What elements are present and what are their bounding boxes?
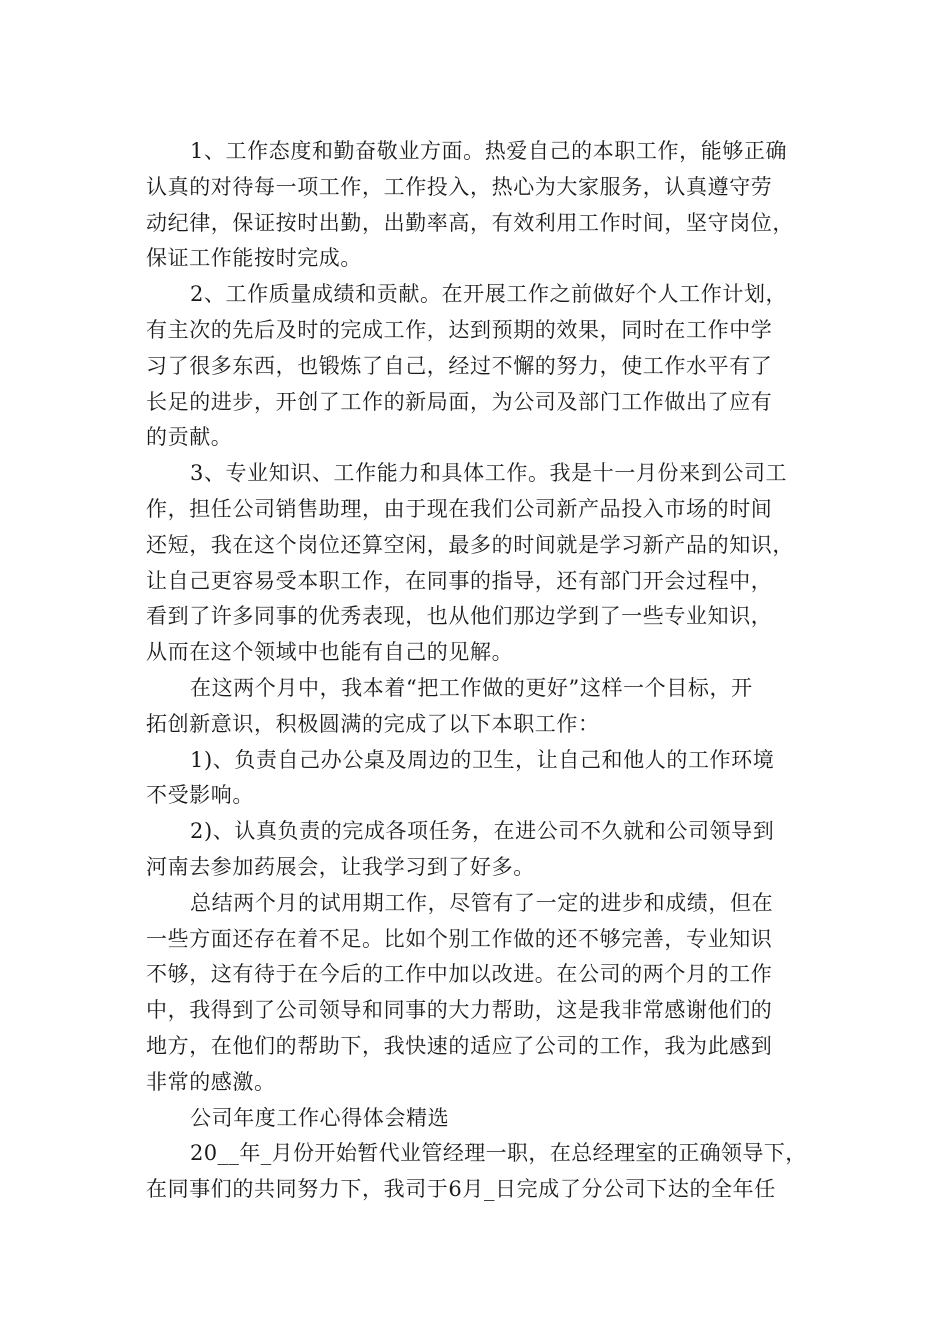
- text-line: 河南去参加药展会，让我学习到了好多。: [146, 854, 535, 879]
- text-line: 让自己更容易受本职工作，在同事的指导，还有部门开会过程中，: [146, 568, 773, 593]
- document-body: [146, 134, 810, 1208]
- text-line: 认真的对待每一项工作，工作投入，热心为大家服务，认真遵守劳: [146, 174, 773, 199]
- text-line: 长足的进步，开创了工作的新局面，为公司及部门工作做出了应有: [146, 389, 773, 414]
- text-line: 不够，这有待于在今后的工作中加以改进。在公司的两个月的工作: [146, 962, 773, 987]
- text-line: 不受影响。: [146, 783, 254, 808]
- text-line: 保证工作能按时完成。: [146, 246, 362, 271]
- text-line: 还短，我在这个岗位还算空闲，最多的时间就是学习新产品的知识，: [146, 532, 794, 557]
- text-line: 从而在这个领域中也能有自己的见解。: [146, 640, 514, 665]
- text-line: 2)、认真负责的完成各项任务，在进公司不久就和公司领导到: [190, 819, 775, 844]
- text-line: 习了很多东西，也锻炼了自己，经过不懈的努力，使工作水平有了: [146, 353, 773, 378]
- text-line: 20__年_月份开始暂代业管经理一职，在总经理室的正确领导下，: [190, 1141, 807, 1166]
- text-line: 在这两个月中，我本着“把工作做的更好”这样一个目标，开: [190, 675, 753, 700]
- text-line: 1、工作态度和勤奋敬业方面。热爱自己的本职工作，能够正确: [190, 139, 788, 163]
- text-line: 看到了许多同事的优秀表现，也从他们那边学到了一些专业知识，: [146, 604, 773, 629]
- text-line: 3、专业知识、工作能力和具体工作。我是十一月份来到公司工: [190, 461, 788, 486]
- text-line: 动纪律，保证按时出勤，出勤率高，有效利用工作时间，坚守岗位，: [146, 210, 794, 235]
- text-line: 地方，在他们的帮助下，我快速的适应了公司的工作，我为此感到: [146, 1033, 773, 1058]
- text-line: 非常的感激。: [146, 1069, 276, 1094]
- text-line: 的贡献。: [146, 425, 233, 450]
- text-line: 2、工作质量成绩和贡献。在开展工作之前做好个人工作计划，: [190, 282, 788, 307]
- text-line: 作，担任公司销售助理，由于现在我们公司新产品投入市场的时间: [146, 496, 773, 521]
- text-line: 总结两个月的试用期工作，尽管有了一定的进步和成绩，但在: [190, 890, 774, 915]
- text-line: 中，我得到了公司领导和同事的大力帮助，这是我非常感谢他们的: [146, 998, 773, 1023]
- text-line: 1)、负责自己办公桌及周边的卫生，让自己和他人的工作环境: [190, 747, 775, 772]
- text-line: 有主次的先后及时的完成工作，达到预期的效果，同时在工作中学: [146, 317, 773, 342]
- text-line: 拓创新意识，积极圆满的完成了以下本职工作：: [146, 711, 600, 736]
- text-line: 公司年度工作心得体会精选: [190, 1105, 450, 1130]
- text-line: 在同事们的共同努力下，我司于6月_日完成了分公司下达的全年任: [146, 1177, 776, 1202]
- text-line: 一些方面还存在着不足。比如个别工作做的还不够完善，专业知识: [146, 926, 773, 951]
